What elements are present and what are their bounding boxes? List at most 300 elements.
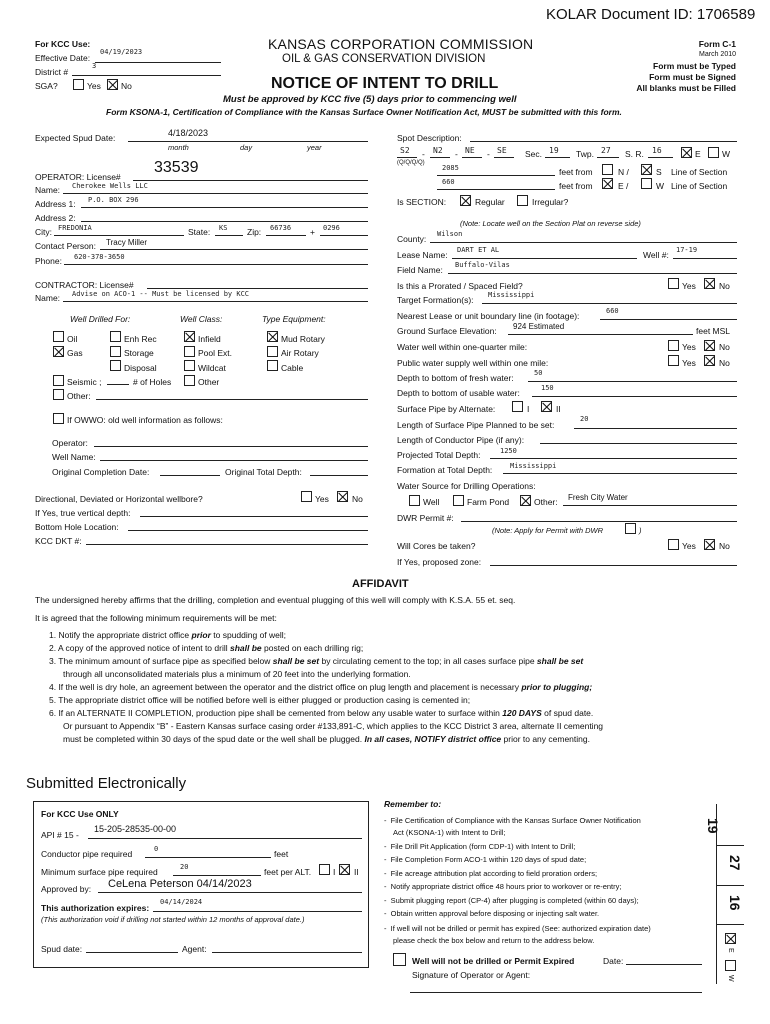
q2-value: N2 [433,146,443,155]
dwr-checkbox[interactable] [625,523,636,534]
q2-line [430,157,450,158]
min-surface-line [173,875,261,876]
zip-label: Zip: [247,227,262,237]
kcc-alt-i-label: I [333,867,336,877]
feet-ew-line [437,189,555,190]
twp-label: Twp. [576,149,594,159]
remember-item-5: - Notify appropriate district office 48 hours prior to workover or re-entry; [384,882,622,891]
well-drilled-for-header: Well Drilled For: [70,314,131,324]
wildcat-checkbox[interactable] [184,360,195,371]
remember-item-8: - If well will not be drilled or permit has expired (See: authorized expiration date) [384,924,651,933]
remember-title: Remember to: [384,799,442,809]
expires-value: 04/14/2024 [160,898,203,906]
water-other-value: Fresh City Water [568,493,628,502]
page-title: NOTICE OF INTENT TO DRILL [271,75,499,92]
api-value: 15-205-28535-00-00 [94,824,177,834]
feet-per-alt-label: feet per ALT. [264,867,312,877]
n-label: N / [618,167,629,177]
s-label: S [656,167,662,177]
directional-label: Directional, Deviated or Horizontal wellbore? [35,494,203,504]
storage-label: Storage [124,348,154,358]
spud-date-line [128,141,368,142]
state-line [215,235,243,236]
surface-pipe-length-line [574,428,737,429]
tvd-line [140,516,368,517]
storage-checkbox[interactable] [110,346,121,357]
affidavit-title: AFFIDAVIT [352,578,409,590]
spud-date-label: Expected Spud Date: [35,133,116,143]
not-drilled-checkbox[interactable] [393,953,406,966]
kcc-alt-ii-label: II [354,867,359,877]
q3-value: NE [465,146,475,155]
affidavit-item-4: 4. If the well is dry hole, an agreement between the operator and the district office on plug length and placement is necessary prior to plugging; [49,682,593,692]
usable-water-line [532,396,737,397]
ground-elevation-line [508,334,693,335]
contractor-name-line [63,301,368,302]
city-line [54,235,184,236]
infield-label: Infield [198,334,221,344]
field-value: Buffalo-Vilas [455,261,510,269]
twp-value: 27 [601,146,611,155]
usable-water-label: Depth to bottom of usable water: [397,388,520,398]
enh-rec-checkbox[interactable] [110,331,121,342]
target-formation-value: Mississippi [488,291,535,299]
target-formation-line [482,303,737,304]
formation-td-label: Formation at Total Depth: [397,465,493,475]
water-other-label: Other: [534,497,558,507]
cores-yes-checkbox[interactable] [668,539,679,550]
infield-checkbox[interactable] [184,331,195,342]
form-signed-note: Form must be Signed [649,72,736,82]
owwo-operator-line [94,446,368,447]
line-of-section-2: Line of Section [671,181,728,191]
district-value: 3 [92,62,97,70]
remember-item-2: - File Drill Pit Application (form CDP-1) with Intent to Drill; [384,842,576,851]
remember-item-1b: Act (KSONA-1) with Intent to Drill; [393,828,506,837]
zip-plus: + [310,227,315,237]
county-label: County: [397,234,427,244]
sga-no-checkbox[interactable] [107,79,118,90]
district-label: District # [35,67,69,77]
prorated-label: Is this a Prorated / Spaced Field? [397,281,523,291]
prorated-yes-label: Yes [682,281,696,291]
seismic-label: Seismic ; [67,377,102,387]
min-surface-label: Minimum surface pipe required [41,867,158,877]
feet-ew-value: 660 [442,178,455,186]
effective-date-value: 04/19/2023 [100,48,143,56]
alt-ii-label: II [556,404,561,414]
field-line [448,273,737,274]
water-quarter-no-checkbox[interactable] [704,340,715,351]
kcc-alt-ii-checkbox[interactable] [339,864,350,875]
address1-line [81,207,368,208]
sec-value: 19 [549,146,559,155]
zip-line [266,235,306,236]
formation-td-value: Mississippi [510,462,557,470]
qqqq-caption: (Q/Q/Q/Q) [397,160,425,166]
margin-w-checkbox[interactable] [725,960,736,971]
affidavit-item-6: 6. If an ALTERNATE II COMPLETION, production pipe shall be cemented from below any usable water to surface within 120 DAYS of spud date. [49,708,594,718]
approved-by-label: Approved by: [41,884,92,894]
conductor-required-label: Conductor pipe required [41,849,133,859]
form-number: Form C-1 [698,39,736,49]
prorated-no-checkbox[interactable] [704,278,715,289]
q1-value: S2 [400,146,410,155]
zip4-line [320,235,368,236]
remember-item-7: - Obtain written approval before disposing or injecting salt water. [384,909,600,918]
owwo-well-name-line [100,460,368,461]
contact-line [100,249,368,250]
form-typed-note: Form must be Typed [653,61,736,71]
affidavit-item-5: 5. The appropriate district office will be notified before well is either plugged or production casing is cemented in; [49,695,471,705]
drilled-other-checkbox[interactable] [53,389,64,400]
effective-date-line [95,62,221,63]
lease-value: DART ET AL [457,246,500,254]
projected-depth-line [490,458,737,459]
range-e-checkbox[interactable] [681,147,692,158]
public-water-no-label: No [719,358,730,368]
state-value: KS [219,224,228,232]
min-surface-value: 20 [180,863,189,871]
range-label: S. R. [625,149,644,159]
nearest-boundary-value: 660 [606,307,619,315]
margin-w-label: W [727,975,734,982]
drilled-other-label: Other: [67,391,91,401]
affidavit-item-3b: through all unconsolidated materials plus a minimum of 20 feet into the underlying formation. [63,669,411,679]
oil-checkbox[interactable] [53,331,64,342]
proposed-zone-line [490,565,737,566]
mud-rotary-label: Mud Rotary [281,334,325,344]
effective-date-label: Effective Date: [35,53,91,63]
margin-e-checkbox[interactable] [725,933,736,944]
spud-date-kcc-line [86,952,178,953]
e-label: E / [618,181,629,191]
drilled-other-line [96,399,368,400]
ground-elevation-value: 924 Estimated [513,322,565,331]
operator-license-line [133,180,368,181]
district-line [72,75,221,76]
twp-line [597,157,619,158]
api-label: API # 15 - [41,830,79,840]
well-number-value: 17-19 [676,246,698,254]
surface-alt-label: Surface Pipe by Alternate: [397,404,496,414]
feet-from-ew-label: feet from [559,181,593,191]
fresh-water-value: 50 [534,369,543,377]
public-water-yes-checkbox[interactable] [668,355,679,366]
water-quarter-yes-label: Yes [682,342,696,352]
class-other-checkbox[interactable] [184,375,195,386]
owwo-operator-label: Operator: [52,438,88,448]
margin-rng: 16 [727,895,743,911]
cable-label: Cable [281,363,304,373]
not-drilled-date-label: Date: [603,956,624,966]
sga-yes-label: Yes [87,81,101,91]
spot-description-line [470,141,737,142]
county-line [430,242,737,243]
remember-item-8b: please check the box below and return to the address below. [393,936,595,945]
cores-no-checkbox[interactable] [704,539,715,550]
contact-value: Tracy Miller [106,238,148,247]
field-label: Field Name: [397,265,443,275]
w-checkbox[interactable] [641,178,652,189]
feet-ns-value: 2085 [442,164,459,172]
affidavit-item-3: 3. The minimum amount of surface pipe as specified below shall be set by circulating cement to the top; in all cases surface pipe shall be set [49,656,584,666]
operator-name-label: Name: [35,185,61,195]
agent-line [212,952,362,953]
public-water-label: Public water supply well within one mile: [397,358,549,368]
ground-elevation-label: Ground Surface Elevation: [397,326,497,336]
day-caption: day [240,143,253,152]
well-class-header: Well Class: [180,314,223,324]
oil-label: Oil [67,334,78,344]
directional-yes-label: Yes [315,494,329,504]
lease-line [452,258,637,259]
q4-line [494,157,514,158]
usable-water-value: 150 [541,384,554,392]
range-line [648,157,673,158]
address1-value: P.O. BOX 296 [88,196,139,204]
kcc-dkt-label: KCC DKT #: [35,536,82,546]
q4-value: SE [497,146,507,155]
sec-line [545,157,570,158]
air-rotary-label: Air Rotary [281,348,319,358]
water-well-label: Well [423,497,440,507]
margin-twp: 27 [727,855,743,871]
irregular-checkbox[interactable] [517,195,528,206]
farm-pond-checkbox[interactable] [453,495,464,506]
affidavit-item-1: 1. Notify the appropriate district office prior to spudding of well; [49,630,287,640]
contact-label: Contact Person: [35,241,96,251]
seismic-checkbox[interactable] [53,375,64,386]
zip-value: 66736 [270,224,292,232]
water-other-checkbox[interactable] [520,495,531,506]
cores-label: Will Cores be taken? [397,541,476,551]
sga-label: SGA? [35,81,58,91]
mud-rotary-checkbox[interactable] [267,331,278,342]
alt-i-checkbox[interactable] [512,401,523,412]
cores-no-label: No [719,541,730,551]
q-dash-2: - [455,149,458,159]
address1-label: Address 1: [35,199,76,209]
projected-depth-value: 1250 [500,447,517,455]
commission-name: KANSAS CORPORATION COMMISSION [268,36,534,52]
lease-label: Lease Name: [397,250,448,260]
feet-from-ns-label: feet from [559,167,593,177]
submitted-electronically: Submitted Electronically [26,775,187,792]
margin-sep-2 [716,885,744,886]
orig-depth-label: Original Total Depth: [225,467,302,477]
contractor-label: CONTRACTOR: License# [35,280,134,290]
directional-yes-checkbox[interactable] [301,491,312,502]
margin-e-label: E [727,948,734,953]
month-caption: month [168,143,189,152]
nearest-boundary-label: Nearest Lease or unit boundary line (in footage): [397,311,580,321]
zip4-value: 0296 [323,224,340,232]
air-rotary-checkbox[interactable] [267,346,278,357]
cable-checkbox[interactable] [267,360,278,371]
spud-date-value: 4/18/2023 [168,128,209,138]
public-water-yes-label: Yes [682,358,696,368]
target-formation-label: Target Formation(s): [397,295,474,305]
s-checkbox[interactable] [641,164,652,175]
sga-no-label: No [121,81,132,91]
remember-item-3: - File Completion Form ACO-1 within 120 days of spud date; [384,855,587,864]
q3-line [462,157,482,158]
orig-depth-line [310,475,368,476]
contractor-name-value: Advise on ACO-1 -- Must be licensed by KCC [72,290,250,298]
bottom-hole-line [128,530,368,531]
dwr-note-close: ) [639,526,642,535]
phone-line [64,264,368,265]
prorated-yes-checkbox[interactable] [668,278,679,289]
nearest-boundary-line [600,319,737,320]
city-value: FREDONIA [58,224,92,232]
year-caption: year [307,143,322,152]
holes-line [107,384,129,385]
owwo-well-name-label: Well Name: [52,452,96,462]
type-equipment-header: Type Equipment: [262,314,326,324]
disposal-checkbox[interactable] [110,360,121,371]
document-id: KOLAR Document ID: 1706589 [546,6,756,23]
sec-label: Sec. [525,149,543,159]
q1-line [397,157,417,158]
is-section-label: Is SECTION: [397,197,447,207]
prorated-no-label: No [719,281,730,291]
void-note: (This authorization void if drilling not started within 12 months of approval date.) [41,915,305,924]
water-source-label: Water Source for Drilling Operations: [397,481,536,491]
orig-completion-line [160,475,220,476]
remember-item-1: - File Certification of Compliance with the Kansas Surface Owner Notification [384,816,641,825]
water-well-checkbox[interactable] [409,495,420,506]
tvd-label: If Yes, true vertical depth: [35,508,131,518]
formation-td-line [503,473,737,474]
bottom-hole-label: Bottom Hole Location: [35,522,119,532]
owwo-label: If OWWO: old well information as follows: [67,415,223,425]
holes-label: # of Holes [133,377,172,387]
range-value: 16 [652,146,662,155]
operator-license-label: OPERATOR: License# [35,172,121,182]
affidavit-p1: The undersigned hereby affirms that the drilling, completion and eventual plugging of this well will comply with K.S.A. 55 et. seq. [35,595,516,605]
county-value: Wilson [437,230,463,238]
q-dash-3: - [487,149,490,159]
remember-item-4: - File acreage attribution plat according to field proration orders; [384,869,598,878]
division-name: OIL & GAS CONSERVATION DIVISION [282,53,486,65]
water-quarter-label: Water well within one-quarter mile: [397,342,528,352]
spud-date-kcc-label: Spud date: [41,944,83,954]
conductor-feet-label: feet [274,849,289,859]
range-w-label: W [722,149,731,159]
public-water-no-checkbox[interactable] [704,355,715,366]
contractor-name-label: Name: [35,293,61,303]
state-label: State: [188,227,211,237]
kcc-box-title: For KCC Use ONLY [41,809,119,819]
e-checkbox[interactable] [602,178,613,189]
approved-by-line [98,892,362,893]
orig-completion-label: Original Completion Date: [52,467,150,477]
directional-no-checkbox[interactable] [337,491,348,502]
phone-label: Phone: [35,256,62,266]
fresh-water-label: Depth to bottom of fresh water: [397,373,514,383]
form-date: March 2010 [699,51,736,58]
conductor-required-line [145,857,271,858]
affidavit-item-2: 2. A copy of the approved notice of intent to drill shall be posted on each drilling rig; [49,643,364,653]
address2-label: Address 2: [35,213,76,223]
feet-ns-line [437,175,555,176]
directional-no-label: No [352,494,363,504]
address2-line [81,221,368,222]
signature-label: Signature of Operator or Agent: [412,970,531,980]
city-label: City: [35,227,52,237]
well-number-label: Well #: [643,250,669,260]
owwo-checkbox[interactable] [53,413,64,424]
expires-label: This authorization expires: [41,903,150,913]
surface-pipe-length-value: 20 [580,415,589,423]
for-kcc-use-label: For KCC Use: [35,39,91,49]
margin-sec: 19 [705,818,721,834]
well-number-line [673,258,737,259]
wildcat-label: Wildcat [198,363,226,373]
pool-ext-label: Pool Ext. [198,348,233,358]
operator-license-value: 33539 [154,159,199,176]
locate-note: (Note: Locate well on the Section Plat on reverse side) [460,219,641,228]
affidavit-item-6c: must be completed within 30 days of the spud date or the well shall be plugged. In all cases, NOTIFY district office prior to any cementing. [63,734,590,744]
operator-name-line [63,193,368,194]
operator-name-value: Cherokee Wells LLC [72,182,148,190]
line-of-section-1: Line of Section [671,167,728,177]
gas-label: Gas [67,348,83,358]
feet-msl-label: feet MSL [696,326,731,336]
api-line [88,838,362,839]
disposal-label: Disposal [124,363,157,373]
fresh-water-line [528,381,737,382]
range-w-checkbox[interactable] [708,147,719,158]
ksona-note: Form KSONA-1, Certification of Compliance with the Kansas Surface Owner Notification Act, MUST be submitted with this form. [106,107,622,117]
range-e-label: E [695,149,701,159]
not-drilled-date-line [626,964,702,965]
irregular-label: Irregular? [532,197,569,207]
not-drilled-label: Well will not be drilled or Permit Expired [412,956,575,966]
water-quarter-no-label: No [719,342,730,352]
alt-i-label: I [527,404,530,414]
enh-rec-label: Enh Rec [124,334,157,344]
spot-description-label: Spot Description: [397,133,462,143]
kcc-alt-i-checkbox[interactable] [319,864,330,875]
conductor-required-value: 0 [154,845,159,853]
dwr-note: (Note: Apply for Permit with DWR [492,526,603,535]
margin-sep-3 [716,924,744,925]
proposed-zone-label: If Yes, proposed zone: [397,557,482,567]
water-other-line [563,505,737,506]
surface-pipe-length-label: Length of Surface Pipe Planned to be set: [397,420,555,430]
gas-checkbox[interactable] [53,346,64,357]
agent-label: Agent: [182,944,207,954]
affidavit-item-6b: Or pursuant to Appendix “B” - Eastern Kansas surface casing order #133,891-C, which applies to the KCC District 3 area, alternate II cementing [63,721,604,731]
alt-ii-checkbox[interactable] [541,401,552,412]
kcc-dkt-line [86,544,368,545]
dwr-permit-line [461,521,737,522]
contractor-line [147,288,368,289]
margin-sep-1 [716,845,744,846]
projected-depth-label: Projected Total Depth: [397,450,481,460]
water-quarter-yes-checkbox[interactable] [668,340,679,351]
expires-line [153,911,362,912]
sga-yes-checkbox[interactable] [73,79,84,90]
regular-checkbox[interactable] [460,195,471,206]
approved-by-value: CeLena Peterson 04/14/2023 [108,878,252,890]
pool-ext-checkbox[interactable] [184,346,195,357]
n-checkbox[interactable] [602,164,613,175]
farm-pond-label: Farm Pond [467,497,510,507]
